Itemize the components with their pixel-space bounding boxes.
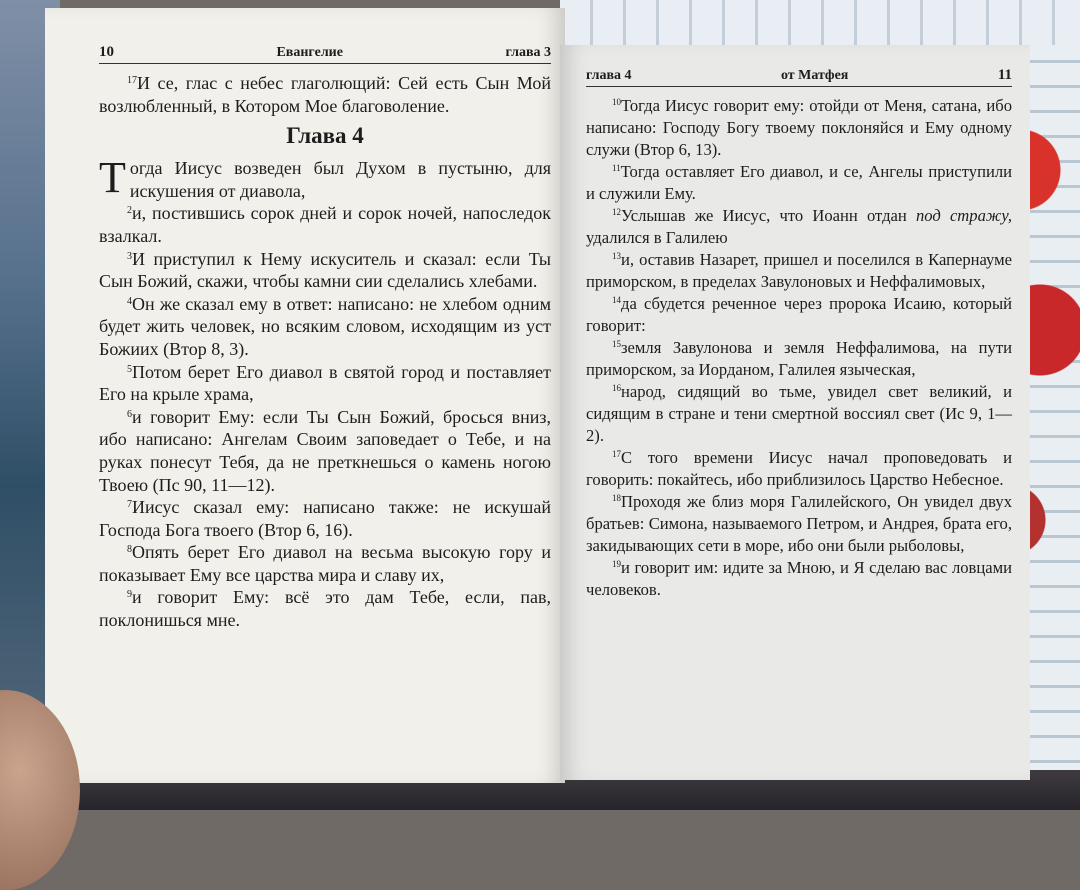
- verse-number: 8: [127, 544, 132, 556]
- verse-text: и говорит Ему: если Ты Сын Божий, бросься вниз, ибо написано: Ангелам Своим заповедает о Тебе, и на руках понесут Тебя, да не преткнешься о камень ногою Твоею (Пс 90, 11—12).: [99, 406, 551, 495]
- verse: [586, 249, 1012, 293]
- verse-number: 3: [127, 250, 132, 262]
- verse: [586, 293, 1012, 337]
- left-running-title: Евангелие: [276, 45, 343, 60]
- verse-number: 15: [612, 339, 621, 349]
- verse: [586, 557, 1012, 601]
- verse-number: 14: [612, 295, 621, 305]
- verse-number: 10: [612, 97, 621, 107]
- verse: [586, 337, 1012, 381]
- verse-text: Проходя же близ моря Галилейского, Он увидел двух братьев: Симона, называемого Петром, и Андрея, брата его, закидывающих сети в море, ибо они были рыболовы,: [586, 492, 1012, 555]
- verse: [586, 95, 1012, 161]
- verse-text: и говорит Ему: всё это дам Тебе, если, пав, поклонишься мне.: [99, 587, 551, 631]
- chapter-heading: Глава 4: [286, 123, 364, 149]
- right-running-head: [586, 67, 1012, 87]
- verse: [586, 491, 1012, 557]
- verse: [586, 381, 1012, 447]
- verse-number: 19: [612, 559, 621, 569]
- verse-number: 11: [612, 163, 621, 173]
- left-verse-list: [99, 202, 551, 631]
- verse-text-continued: удалился в Галилею: [586, 228, 728, 247]
- verse-number: 12: [612, 207, 621, 217]
- verse-text: да сбудется реченное через пророка Исаию, который говорит:: [586, 294, 1012, 335]
- verse: [99, 496, 551, 541]
- right-verse-list: [586, 95, 1012, 601]
- verse-number: 16: [612, 383, 621, 393]
- verse: [586, 161, 1012, 205]
- verse: [99, 202, 551, 247]
- right-chapter-ref: глава 4: [586, 68, 632, 83]
- verse-text: Услышав же Иисус, что Иоанн отдан: [621, 206, 916, 225]
- verse-text: и, оставив Назарет, пришел и поселился в Капернауме приморском, в пределах Завулоновых и Неффалимовых,: [586, 250, 1012, 291]
- verse-text: земля Завулонова и земля Неффалимова, на пути приморском, за Иорданом, Галилея языческая,: [586, 338, 1012, 379]
- verse-text: И приступил к Нему искуситель и сказал: если Ты Сын Божий, скажи, чтобы камни сии сделались хлебами.: [99, 248, 551, 292]
- verse-text: Тогда Иисус говорит ему: отойди от Меня, сатана, ибо написано: Господу Богу твоему поклоняйся и Ему одному служи (Втор 6, 13).: [586, 96, 1012, 159]
- verse-text: Потом берет Его диавол в святой город и поставляет Его на крыле храма,: [99, 361, 551, 405]
- verse-text: и говорит им: идите за Мною, и Я сделаю вас ловцами человеков.: [586, 558, 1012, 599]
- tablecloth-top: [560, 0, 1080, 45]
- verse-number: 2: [127, 205, 132, 217]
- verse-text: Тогда оставляет Его диавол, и се, Ангелы приступили и служили Ему.: [586, 162, 1012, 203]
- verse: [99, 541, 551, 586]
- right-page-number: 11: [997, 67, 1012, 83]
- verse-number: 17: [127, 75, 137, 86]
- verse-number: 7: [127, 499, 132, 511]
- verse-text: огда Иисус возведен был Духом в пустыню, для искушения от диавола,: [129, 158, 551, 201]
- verse-text: Он же сказал ему в ответ: написано: не хлебом одним будет жить человек, но всяким словом, исходящим из уст Божиих (Втор 8, 3).: [99, 293, 551, 359]
- verse-number: 9: [127, 589, 132, 601]
- right-page: [560, 45, 1030, 780]
- verse-number: 17: [612, 449, 621, 459]
- verse: [99, 293, 551, 361]
- verse-number: 6: [127, 408, 132, 420]
- verse-text: и, постившись сорок дней и сорок ночей, напоследок взалкал.: [99, 203, 551, 246]
- right-running-title: от Матфея: [780, 68, 849, 83]
- verse: [586, 447, 1012, 491]
- verse-text: народ, сидящий во тьме, увидел свет великий, и сидящим в стране и тени смертной воссиял свет (Ис 9, 1—2).: [586, 382, 1012, 445]
- left-page: [45, 8, 565, 783]
- verse: [99, 406, 551, 496]
- verse-4-1: [99, 153, 551, 203]
- verse-text: Опять берет Его диавол на весьма высокую гору и показывает Ему все царства мира и славу их,: [99, 542, 551, 585]
- verse-3-17: [99, 72, 551, 117]
- verse-number: 13: [612, 251, 621, 261]
- left-page-number: 10: [99, 44, 114, 60]
- verse-text: И се, глас с небес глаголющий: Сей есть Сын Мой возлюбленный, в Котором Мое благоволение.: [99, 73, 551, 116]
- verse-number: 18: [612, 493, 621, 503]
- verse: [99, 248, 551, 293]
- verse-number: 4: [127, 295, 132, 307]
- verse: [586, 205, 1012, 249]
- verse-text: Иисус сказал ему: написано также: не искушай Господа Бога твоего (Втор 6, 16).: [99, 497, 551, 540]
- left-running-head: [99, 44, 551, 64]
- verse: [99, 586, 551, 631]
- verse: [99, 361, 551, 406]
- drop-cap: Т: [99, 153, 126, 203]
- verse-italic-text: под стражу,: [915, 206, 1013, 225]
- verse-number: 5: [127, 363, 132, 375]
- verse-text: С того времени Иисус начал проповедовать и говорить: покайтесь, ибо приблизилось Царство Небесное.: [586, 448, 1012, 489]
- left-chapter-ref: глава 3: [505, 45, 551, 60]
